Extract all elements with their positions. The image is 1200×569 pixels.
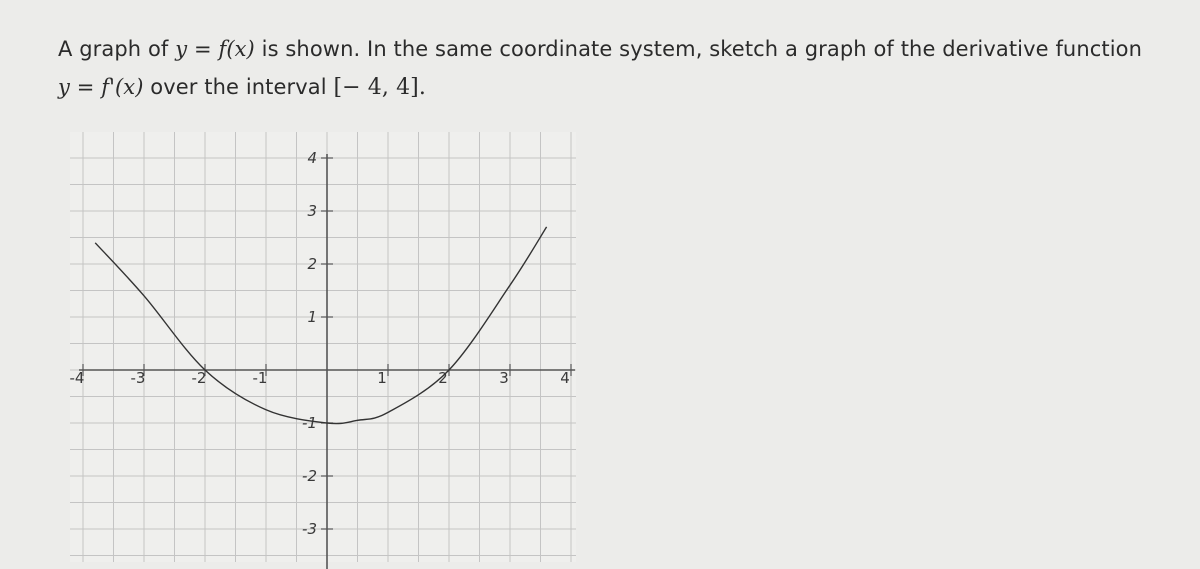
x-tick-label: -4	[69, 369, 85, 387]
x-tick-label: 1	[377, 369, 387, 387]
y-tick-label: -3	[302, 520, 317, 538]
problem-text-interval: over the interval	[150, 75, 327, 99]
x-tick-label: -2	[191, 369, 207, 387]
equals-sign: =	[193, 37, 212, 61]
interval-notation: [− 4, 4].	[333, 75, 426, 100]
x-tick-label: -1	[252, 369, 268, 387]
grid	[70, 132, 576, 569]
x-tick-label: 4	[560, 369, 570, 387]
y-tick-label: -2	[302, 467, 317, 485]
equation-f-prime-of-x: f'(x)	[101, 75, 144, 99]
equals-sign-2: =	[76, 75, 95, 99]
y-tick-label: 4	[307, 149, 317, 167]
x-tick-label: 3	[499, 369, 509, 387]
y-tick-label: 2	[307, 255, 317, 273]
problem-text-intro: A graph of	[58, 37, 169, 61]
equation-y-2: y	[58, 75, 70, 99]
x-tick-label: 2	[438, 369, 448, 387]
problem-text-sketch: is shown. In the same coordinate system, sketch a graph of the derivative function	[261, 37, 1143, 61]
y-tick-label: 3	[307, 202, 317, 220]
equation-y: y	[175, 37, 188, 61]
equation-f-of-x: f(x)	[218, 37, 255, 61]
plot-background	[70, 132, 576, 562]
y-tick-label: 1	[307, 308, 317, 326]
x-tick-label: -3	[130, 369, 146, 387]
y-tick-label: -1	[302, 414, 317, 432]
